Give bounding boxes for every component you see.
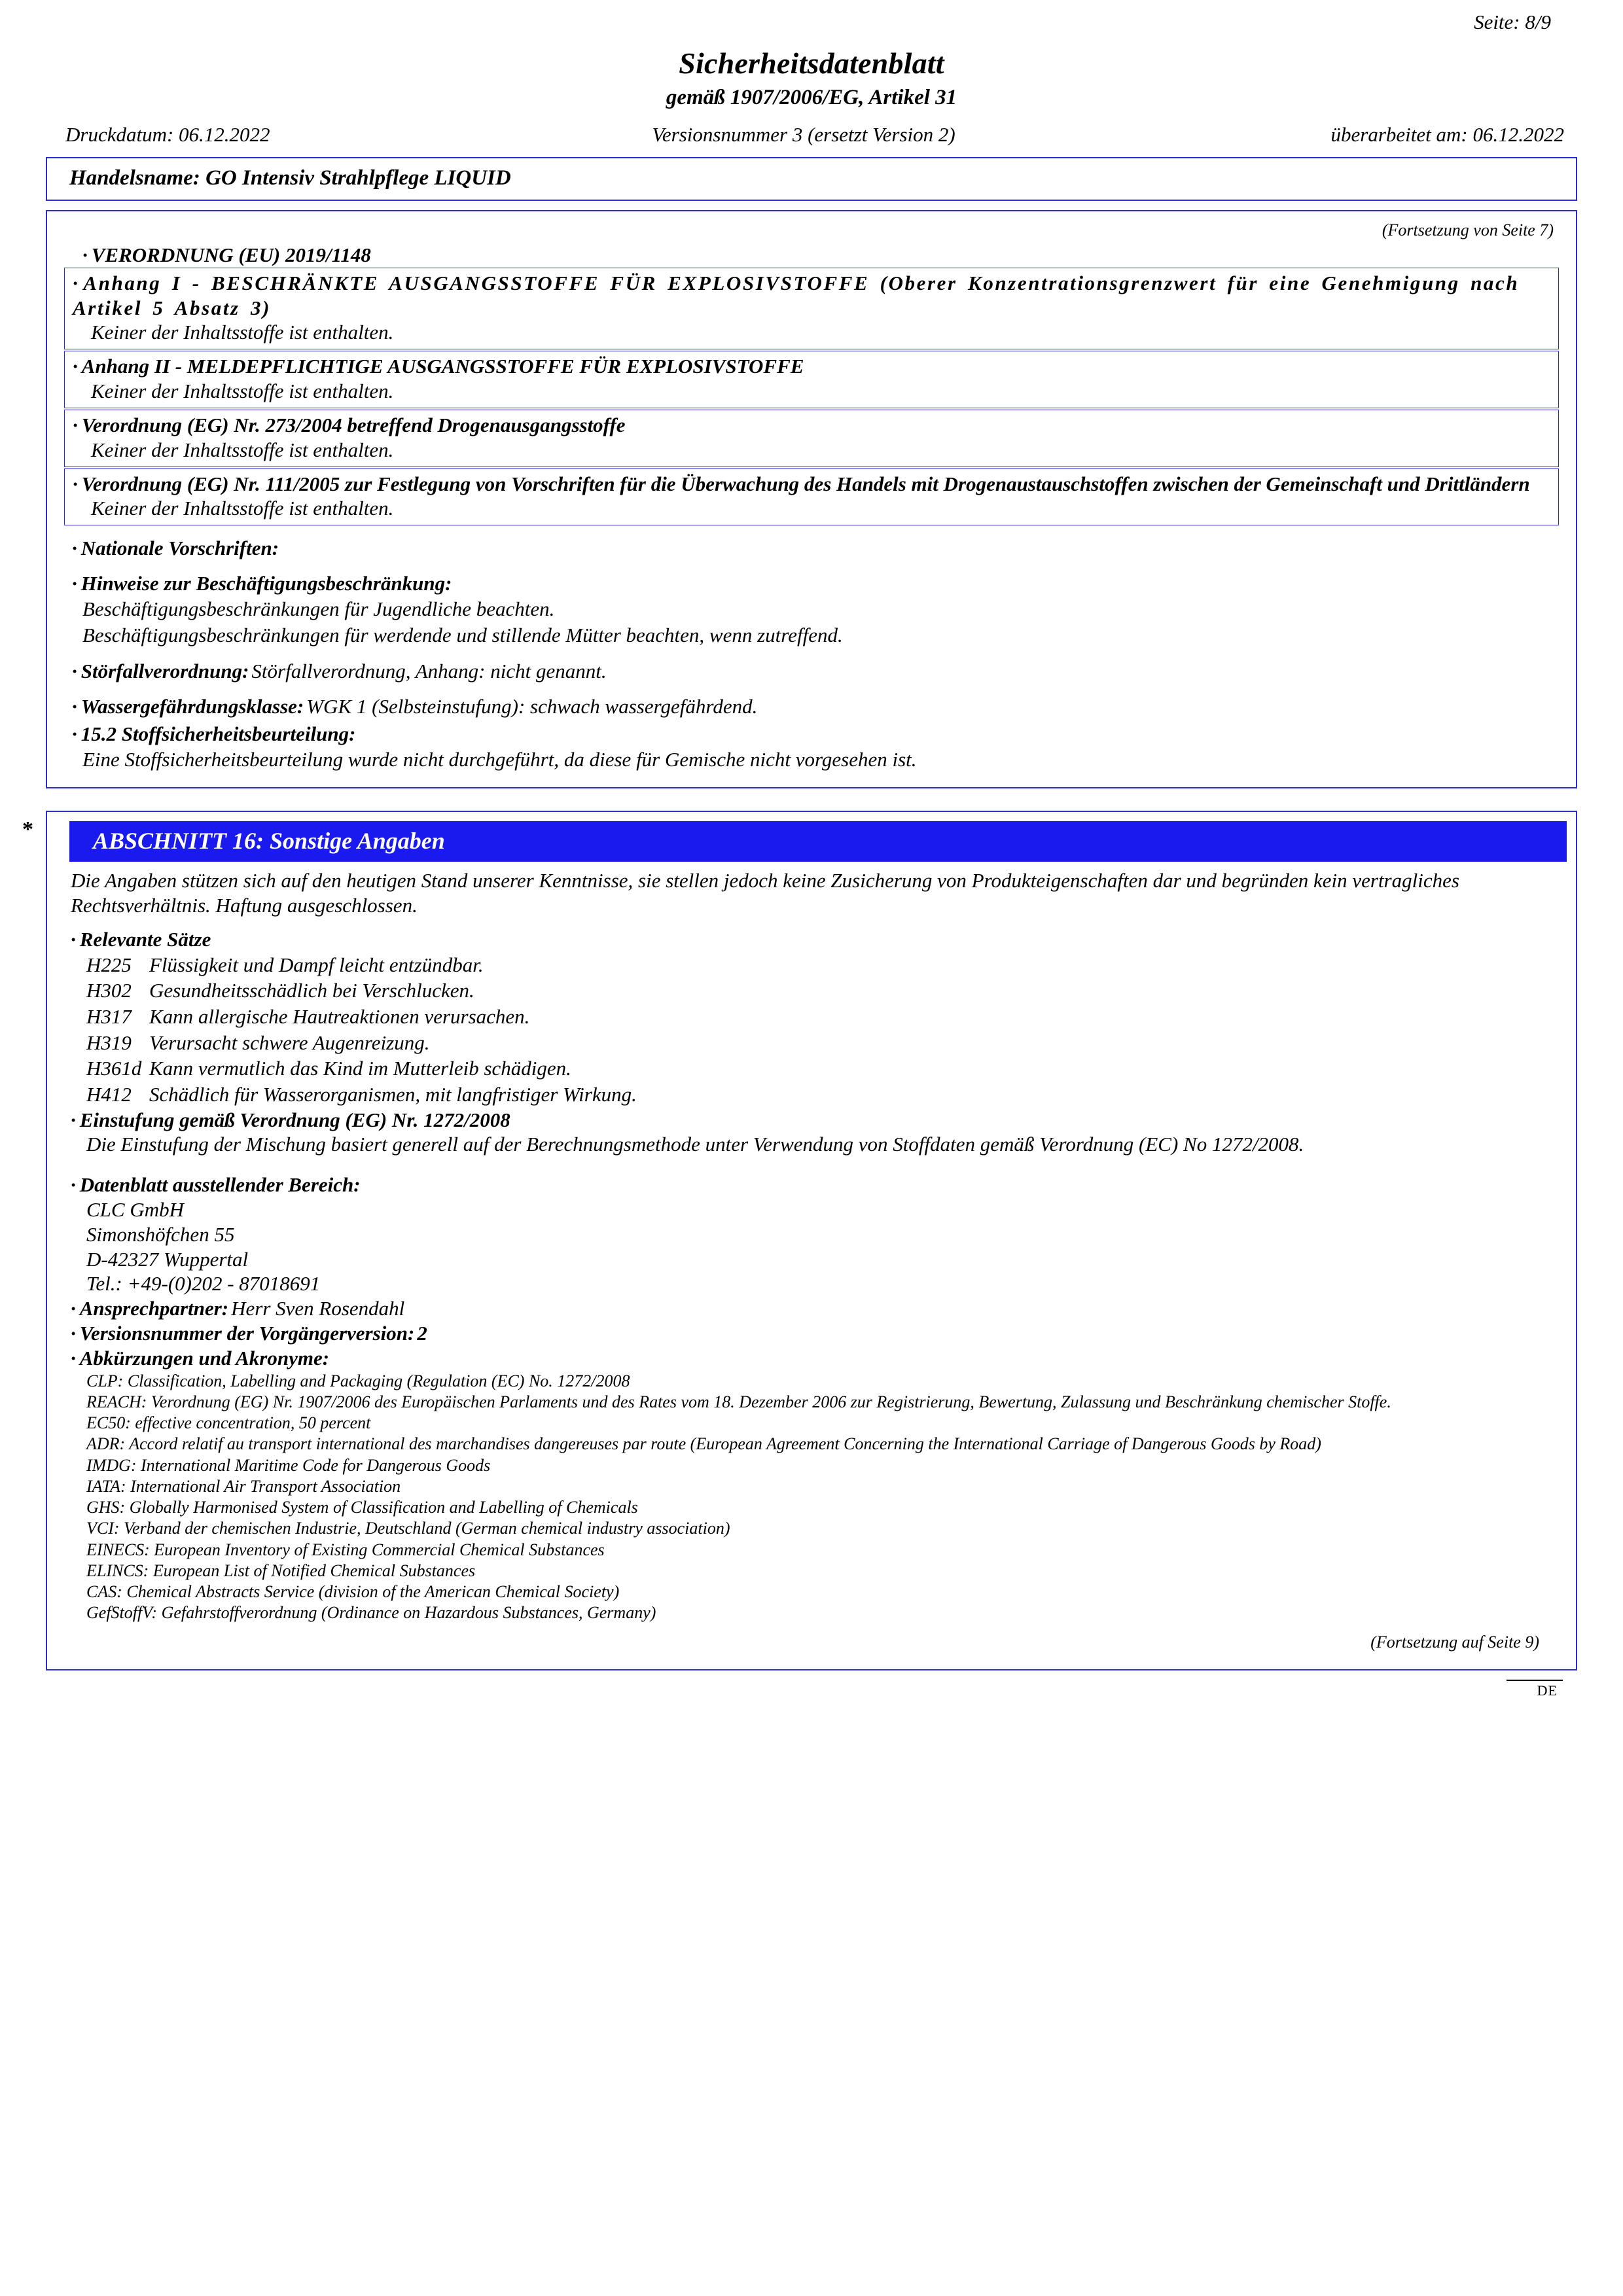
list-item: GHS: Globally Harmonised System of Classification and Labelling of Chemicals bbox=[86, 1498, 638, 1517]
csa-heading: 15.2 Stoffsicherheitsbeurteilung: bbox=[80, 722, 356, 745]
bullet-icon: · bbox=[73, 413, 78, 436]
abbreviation-list bbox=[71, 1371, 1556, 1624]
annex-ii-title: · Anhang II - MELDEPFLICHTIGE AUSGANGSSTOFFE FÜR EXPLOSIVSTOFFE bbox=[73, 355, 804, 378]
bullet-icon: · bbox=[72, 660, 77, 683]
annex-ii-text: Keiner der Inhaltsstoffe ist enthalten. bbox=[91, 380, 394, 403]
bullet-icon: · bbox=[72, 695, 77, 718]
bullet-icon: · bbox=[82, 243, 88, 266]
h-text: Flüssigkeit und Dampf leicht entzündbar. bbox=[149, 953, 484, 976]
issuer-line-city: D-42327 Wuppertal bbox=[86, 1247, 249, 1271]
abbreviations-heading: · Abkürzungen und Akronyme: bbox=[71, 1346, 330, 1369]
annex-ii-entry bbox=[64, 351, 1559, 408]
trade-name: Handelsname: GO Intensiv Strahlpflege LIQUID bbox=[69, 166, 511, 190]
bullet-icon: · bbox=[72, 722, 77, 745]
section-16-body bbox=[47, 868, 1576, 1652]
eu-regulation-heading: · VERORDNUNG (EU) 2019/1148 bbox=[82, 243, 371, 266]
h-text: Verursacht schwere Augenreizung. bbox=[149, 1031, 430, 1054]
bullet-icon: · bbox=[71, 1173, 76, 1197]
version-number: Versionsnummer 3 (ersetzt Version 2) bbox=[652, 123, 955, 146]
previous-version-value: 2 bbox=[417, 1322, 427, 1345]
revision-date: überarbeitet am: 06.12.2022 bbox=[1330, 123, 1564, 146]
issuer-line-street: Simonshöfchen 55 bbox=[86, 1222, 235, 1246]
page-number: Seite: 8/9 bbox=[1474, 10, 1551, 33]
relevant-statements-heading: · Relevante Sätze bbox=[71, 927, 211, 951]
annex-i-title: · Anhang I - BESCHRÄNKTE AUSGANGSSTOFFE FÜR EXPLOSIVSTOFFE (Oberer Konzentrationsgrenzwert für eine Genehmigung nach Artikel 5 Absatz 3) bbox=[73, 271, 1520, 319]
list-item: EC50: effective concentration, 50 percent bbox=[86, 1413, 371, 1433]
list-item: CAS: Chemical Abstracts Service (division of the American Chemical Society) bbox=[86, 1582, 620, 1602]
water-hazard-row bbox=[64, 694, 1559, 719]
list-item bbox=[71, 1082, 1556, 1108]
list-item: GefStoffV: Gefahrstoffverordnung (Ordinance on Hazardous Substances, Germany) bbox=[86, 1603, 656, 1623]
h-text: Schädlich für Wasserorganismen, mit langfristiger Wirkung. bbox=[149, 1082, 637, 1106]
list-item: ADR: Accord relatif au transport international des marchandises dangereuses par route (European Agreement Concerning the International Carriage of Dangerous Goods by Road) bbox=[86, 1434, 1321, 1454]
h-code: H361d bbox=[86, 1057, 142, 1080]
issuer-line-phone: Tel.: +49-(0)202 - 87018691 bbox=[86, 1272, 321, 1296]
h-code: H225 bbox=[86, 953, 132, 976]
list-item: EINECS: European Inventory of Existing Commercial Chemical Substances bbox=[86, 1540, 605, 1559]
list-item: VCI: Verband der chemischen Industrie, Deutschland (German chemical industry association) bbox=[86, 1519, 730, 1538]
list-item: REACH: Verordnung (EG) Nr. 1907/2006 des Europäischen Parlaments und des Rates vom 18. Dezember 2006 zur Registrierung, Bewertung, Zulassung und Beschränkung chemischer Stoffe. bbox=[86, 1392, 1391, 1411]
bullet-icon: · bbox=[71, 1322, 76, 1345]
bullet-icon: · bbox=[72, 537, 77, 560]
h-text: Kann vermutlich das Kind im Mutterleib schädigen. bbox=[149, 1057, 571, 1080]
contact-value: Herr Sven Rosendahl bbox=[231, 1297, 405, 1320]
incident-regulation-row bbox=[64, 659, 1559, 684]
issuer-line-company: CLC GmbH bbox=[86, 1197, 185, 1221]
list-item: CLP: Classification, Labelling and Packaging (Regulation (EC) No. 1272/2008 bbox=[86, 1371, 630, 1390]
bullet-icon: · bbox=[73, 472, 78, 495]
section-16-disclaimer: Die Angaben stützen sich auf den heutigen Stand unserer Kenntnisse, sie stellen jedoch keine Zusicherung von Produkteigenschaften dar und begründen kein vertragliches Rechtsverhältnis. Haftung ausgeschlossen. bbox=[71, 869, 1459, 917]
trade-name-box bbox=[46, 157, 1577, 201]
section-16-box bbox=[46, 811, 1577, 1699]
bullet-icon: · bbox=[73, 271, 80, 294]
incident-regulation-value: Störfallverordnung, Anhang: nicht genannt. bbox=[251, 660, 607, 683]
bullet-icon: · bbox=[71, 927, 76, 951]
h-code: H302 bbox=[86, 979, 132, 1002]
water-hazard-value: WGK 1 (Selbsteinstufung): schwach wassergefährdend. bbox=[306, 695, 758, 718]
employment-restriction-heading: · Hinweise zur Beschäftigungsbeschränkung: bbox=[72, 571, 452, 595]
incident-regulation-label: Störfallverordnung: bbox=[80, 660, 249, 683]
regulations-box bbox=[46, 210, 1577, 788]
bullet-icon: · bbox=[71, 1346, 76, 1369]
continuation-to: (Fortsetzung auf Seite 9) bbox=[1370, 1633, 1539, 1652]
h-text: Kann allergische Hautreaktionen verursachen. bbox=[149, 1004, 530, 1028]
list-item bbox=[71, 978, 1556, 1004]
water-hazard-label: Wassergefährdungsklasse: bbox=[80, 695, 304, 718]
national-rules-heading: · Nationale Vorschriften: bbox=[72, 537, 279, 560]
contact-row bbox=[71, 1296, 1556, 1321]
h-statement-list bbox=[71, 952, 1556, 1108]
h-code: H412 bbox=[86, 1082, 132, 1106]
list-item: ELINCS: European List of Notified Chemical Substances bbox=[86, 1561, 476, 1580]
section-changed-marker: * bbox=[22, 817, 33, 842]
annex-i-entry bbox=[64, 268, 1559, 349]
bullet-icon: · bbox=[72, 571, 77, 595]
employment-restriction-line-1: Beschäftigungsbeschränkungen für Jugendliche beachten. bbox=[82, 597, 555, 620]
list-item bbox=[71, 1004, 1556, 1030]
section-16-wrapper bbox=[22, 811, 1577, 1699]
bullet-icon: · bbox=[71, 1297, 76, 1320]
list-item bbox=[71, 952, 1556, 978]
regulation-111-2005-title: · Verordnung (EG) Nr. 111/2005 zur Festlegung von Vorschriften für die Überwachung des Handels mit Drogenaustauschstoffen zwischen der Gemeinschaft und Drittländern bbox=[73, 472, 1530, 495]
regulation-111-2005-text: Keiner der Inhaltsstoffe ist enthalten. bbox=[91, 497, 394, 520]
language-mark: DE bbox=[1537, 1682, 1558, 1699]
classification-heading: · Einstufung gemäß Verordnung (EG) Nr. 1272/2008 bbox=[71, 1108, 510, 1131]
classification-text: Die Einstufung der Mischung basiert generell auf der Berechnungsmethode unter Verwendung von Stoffdaten gemäß Verordnung (EC) No 1272/2008. bbox=[86, 1133, 1304, 1156]
h-code: H319 bbox=[86, 1031, 132, 1054]
list-item bbox=[71, 1055, 1556, 1082]
h-code: H317 bbox=[86, 1004, 132, 1028]
document-subtitle: gemäß 1907/2006/EG, Artikel 31 bbox=[666, 86, 957, 109]
employment-restriction-line-2: Beschäftigungsbeschränkungen für werdende und stillende Mütter beachten, wenn zutreffend. bbox=[82, 624, 843, 647]
csa-heading-row bbox=[64, 722, 1559, 747]
annex-i-text: Keiner der Inhaltsstoffe ist enthalten. bbox=[91, 321, 394, 344]
print-date: Druckdatum: 06.12.2022 bbox=[65, 123, 270, 146]
header-meta-row bbox=[46, 123, 1577, 147]
bullet-icon: · bbox=[73, 355, 78, 378]
previous-version-label: Versionsnummer der Vorgängerversion: bbox=[79, 1322, 415, 1345]
continuation-from: (Fortsetzung von Seite 7) bbox=[1382, 221, 1554, 239]
regulation-273-2004-entry bbox=[64, 410, 1559, 467]
regulation-273-2004-title: · Verordnung (EG) Nr. 273/2004 betreffend Drogenausgangsstoffe bbox=[73, 413, 626, 436]
issuer-heading: · Datenblatt ausstellender Bereich: bbox=[71, 1173, 361, 1197]
list-item: IMDG: International Maritime Code for Dangerous Goods bbox=[86, 1455, 491, 1475]
csa-text: Eine Stoffsicherheitsbeurteilung wurde nicht durchgeführt, da diese für Gemische nicht vorgesehen ist. bbox=[82, 747, 917, 771]
footer-rule bbox=[1507, 1680, 1563, 1681]
regulation-273-2004-text: Keiner der Inhaltsstoffe ist enthalten. bbox=[91, 438, 394, 461]
previous-version-row bbox=[71, 1321, 1556, 1346]
list-item: IATA: International Air Transport Association bbox=[86, 1476, 401, 1496]
bullet-icon: · bbox=[71, 1108, 76, 1131]
list-item bbox=[71, 1030, 1556, 1056]
regulation-111-2005-entry bbox=[64, 468, 1559, 526]
section-16-banner: ABSCHNITT 16: Sonstige Angaben bbox=[69, 821, 1567, 862]
h-text: Gesundheitsschädlich bei Verschlucken. bbox=[149, 979, 474, 1002]
contact-label: Ansprechpartner: bbox=[79, 1297, 229, 1320]
document-title: Sicherheitsdatenblatt bbox=[679, 46, 944, 80]
